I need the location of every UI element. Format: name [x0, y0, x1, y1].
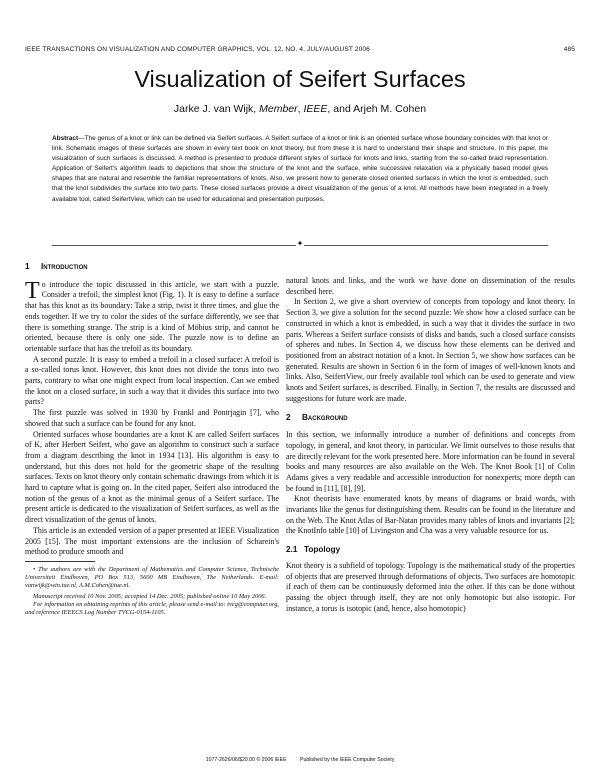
page-number: 485	[563, 46, 575, 53]
abstract	[52, 134, 548, 205]
author-2: and Arjeh M. Cohen	[333, 103, 427, 115]
intro-continuation: natural knots and links, and the work we have done on dissemination of the results described here.	[286, 276, 575, 296]
copyright-line: 1077-2626/06/$20.00 © 2006 IEEE	[205, 757, 287, 763]
intro-paragraph-2: A second puzzle. It is easy to embed a trefoil in a closed surface: A trefoil is a so-called torus knot. However, this knot does not divide the torus into two parts, contrary to what one might expect from local inspection. Can we embed the knot on a closed surface, in such a way that it divides this surface into two parts?	[25, 354, 279, 407]
abstract-separator	[52, 241, 548, 251]
left-column	[25, 262, 279, 617]
intro-paragraph-5: This article is an extended version of a paper presented at IEEE Visualization 2005 [15]. The most important extensions are the inclusion of Scharein's method to produce smooth and	[25, 525, 279, 557]
publisher-line: Published by the IEEE Computer Society	[300, 757, 395, 763]
intro-paragraph-1: To introduce the topic discussed in this article, we start with a puzzle. Consider a trefoil, the simplest knot (Fig. 1). It is easy to define a surface that has this knot as its boundary: Take a strip, twist it three times, and glue the ends together. If we try to color the sides of the surface differently, we see that there is something strange. The strip is a kind of Möbius strip, and cannot be oriented, because there is only one side. The puzzle now is to define an orientable surface that has the trefoil as its boundary.	[25, 277, 279, 353]
background-paragraph-2: Knot theorists have enumerated knots by means of diagrams or braid words, with invariants like the genus for distinguishing them. Results can be found in the literature and on the Web. The Knot Atlas of Bar-Natan provides many tables of knots and invariants [2]; the KnotInfo table [10] of Livingston and Cha was a very valuable resource for us.	[286, 494, 576, 536]
intro-paragraph-4: Oriented surfaces whose boundaries are a knot K are called Seifert surfaces of K, after Herbert Seifert, who gave an algorithm to construct such a surface from a diagram describing the knot in 1934 [13]. His algorithm is easy to understand, but this does not hold for the geometric shape of the resulting surfaces. Texts on knot theory only contain schematic drawings from which it is hard to capture what is going on. In the cited paper, Seifert also introduced the notion of the genus of a knot as the minimal genus of a Seifert surface. The present article is dedicated to the visualization of Seifert surfaces, as well as the direct visualization of the genus of knots.	[25, 429, 279, 525]
intro-paragraph-3: The first puzzle was solved in 1930 by Frankl and Pontrjagin [7], who showed that such a surface can be found for any knot.	[25, 408, 279, 428]
author-1: Jarke J. van Wijk,	[173, 103, 257, 115]
separator-diamond-icon: ✦	[296, 239, 304, 248]
footnote-rule	[25, 561, 95, 562]
author-1-org: IEEE	[303, 103, 328, 115]
section-1-heading	[25, 262, 279, 273]
paper-title: Visualization of Seifert Surfaces	[134, 66, 466, 92]
abstract-text: —The genus of a knot or link can be defined via Seifert surfaces. A Seifert surface of a knot or link is an oriented surface whose boundary coincides with that knot or link. Schematic images of these surfaces are shown in every text book on knot theory, but from these it is hard to understand their shape and structure. In this paper, the visualization of such surfaces is discussed. A method is presented to produce different styles of surface for knots and links, starting from the so-called braid representation. Application of Seifert's algorithm leads to depictions that show the structure of the knot and the surface, while successive relaxation via a physically based model gives shapes that are natural and resemble the familiar representations of knots. Also, we present how to generate closed oriented surfaces in which the knot is embedded, such that the knot subdivides the surface into two parts. These closed surfaces provide a direct visualization of the genus of a knot. All methods have been integrated in a freely available tool, called SeifertView, which can be used for educational and presentation purposes.	[52, 135, 548, 203]
subsection-2-1-heading	[286, 545, 575, 556]
section-2-title: Background	[302, 413, 348, 423]
section-1-title: Introduction	[41, 262, 88, 271]
subsection-2-1-number: 2.1	[286, 545, 298, 555]
section-2-heading	[286, 413, 575, 424]
journal-header: IEEE TRANSACTIONS ON VISUALIZATION AND COMPUTER GRAPHICS, VOL. 12, NO. 4, JULY/AUGUST 2006	[25, 46, 370, 53]
subsection-2-1-title: Topology	[304, 545, 341, 555]
drop-cap: T	[25, 277, 40, 304]
right-column	[286, 276, 575, 614]
page-footer	[0, 757, 600, 763]
intro-overview-paragraph: In Section 2, we give a short overview of concepts from topology and knot theory. In Section 3, we give a solution for the second puzzle: We show how a closed surface can be constructed in which a knot is embedded, in such a way that it divides the surface in two parts. Whereas a Seifert surface consists of disks and bands, such a closed surface consists of spheres and tubes. In Section 4, we discuss how these elements can be derived and positioned from an abstract notation of a knot. In Section 5, we show how surfaces can be generated. Results are shown in Section 6 in the form of images of well-known knots and links. Also, SeifertView, our freely available tool which can be used to generate and view knots and Seifert surfaces, is described. Finally, in Section 7, the results are discussed and suggestions for future work are made.	[286, 297, 575, 403]
footnote-reprints: For information on obtaining reprints of this article, please send e-mail to: tvcg@computer.org, and reference IEEECS Log Number TVCG-0154-1105.	[25, 600, 279, 616]
footnote-manuscript: Manuscript received 10 Nov. 2005; accepted 14 Dec. 2005; published online 10 May 2006.	[33, 592, 267, 600]
topology-paragraph: Knot theory is a subfield of topology. Topology is the mathematical study of the properties of objects that are preserved through deformations of objects. Two surfaces are homotopic if each of them can be continuously deformed into the other. If this can be done without passing the object through itself, they are not only homotopic but also isotopic. For instance, a torus is isotopic (and, hence, also homotopic)	[286, 560, 575, 613]
running-header	[25, 46, 575, 53]
author-line: Jarke J. van Wijk, Member, IEEE, and Arjeh M. Cohen	[173, 103, 427, 115]
author-1-role: Member	[259, 103, 298, 115]
footnote-email: E-mail: vanwijk@win.tue.nl, A.M.Cohen@tue.nl.	[25, 574, 279, 590]
section-2-number: 2	[286, 413, 291, 423]
background-paragraph-1: In this section, we informally introduce a number of definitions and concepts from topology, in general, and knot theory, in particular. We limit ourselves to those results that are directly relevant for the work presented here. More information can be found in several books and many resources are also available on the Web. The Knot Book [1] of Colin Adams gives a very readable and accessible introduction for nonexperts; more depth can be found in [11], [8], [9].	[286, 430, 575, 493]
section-1-number: 1	[25, 262, 30, 271]
footnote-affiliation: • The authors are with the Department of Mathematics and Computer Science, Technische Universiteit Eindhoven, PO Box 513, 5600 MB Eindhoven, The Netherlands. E-mail: vanwijk@win.tue.nl, A.M.Cohen@tue.nl.	[25, 565, 279, 590]
abstract-label: Abstract	[52, 135, 79, 142]
